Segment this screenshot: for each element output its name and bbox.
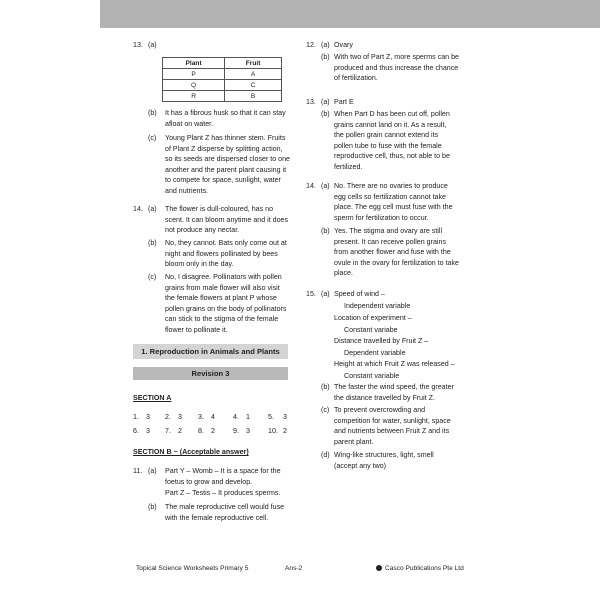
q15-number: 15. xyxy=(306,290,316,298)
q14r-b-label: (b) xyxy=(321,227,330,235)
mcq-answer: 4 xyxy=(211,413,215,421)
answer-line: No. There are no ovaries to produce xyxy=(334,182,448,190)
mcq-answer: 1 xyxy=(246,413,250,421)
answer-line: and nutrients between Fruit Z and its xyxy=(334,427,450,435)
answer-line: (accept any two) xyxy=(334,462,387,470)
table-row xyxy=(163,69,282,80)
answer-line: to compete for space, sunlight, water xyxy=(165,176,281,184)
answer-line: grains from male flower will also visit xyxy=(165,283,280,292)
answer-line: Independent variable xyxy=(344,301,411,310)
answer-line: ovule in the ovary for fertilization to take xyxy=(334,258,459,267)
answer-line: of fertilization. xyxy=(334,74,378,82)
table-cell: A xyxy=(225,69,282,80)
q13-a-label: (a) xyxy=(148,41,157,49)
answer-line: When Part D has been cut off, pollen xyxy=(334,110,450,118)
q14-c-label: (c) xyxy=(148,273,157,281)
answer-line: competition for water, sunlight, space xyxy=(334,416,451,425)
answer-line: Part Z – Testis – It produces sperms. xyxy=(165,489,281,497)
answer-line: of Plant Z disperse by splitting action, xyxy=(165,144,283,153)
q15-c-label: (c) xyxy=(321,406,330,414)
answer-line: Constant variable xyxy=(344,371,400,380)
q12-b-label: (b) xyxy=(321,53,330,61)
mcq-number: 8. xyxy=(198,427,204,435)
answer-line: fertilized. xyxy=(334,162,363,171)
answer-line: The flower is dull-coloured, has no xyxy=(165,205,274,213)
answer-line: reproductive cell, thus, not able to be xyxy=(334,152,450,160)
table-cell: P xyxy=(163,69,225,80)
mcq-answer: 3 xyxy=(283,413,287,421)
answer-line: Young Plant Z has thinner stem. Fruits xyxy=(165,134,286,142)
answer-line: No, they cannot. Bats only come out at xyxy=(165,239,287,247)
answer-line: Part Y – Womb – It is a space for the xyxy=(165,467,281,475)
footer-publisher xyxy=(376,565,464,572)
q14-number: 14. xyxy=(133,205,143,213)
q13r-a-label: (a) xyxy=(321,98,330,106)
footer-book-title: Topical Science Worksheets Primary 5 xyxy=(136,565,249,572)
table-row xyxy=(163,80,282,91)
mcq-answer: 2 xyxy=(178,427,182,435)
answer-line: bloom only in the day. xyxy=(165,260,234,268)
mcq-number: 9. xyxy=(233,427,239,435)
q15-d-label: (d) xyxy=(321,451,330,459)
revision-title: Revision 3 xyxy=(133,367,288,380)
mcq-number: 10. xyxy=(268,427,278,435)
answer-line: The male reproductive cell would fuse xyxy=(165,503,285,511)
answer-line: the female flowers at plant P whose xyxy=(165,294,277,302)
answer-line: night and flowers pollinated by bees xyxy=(165,249,278,258)
answer-line: grains cannot land on it. As a result, xyxy=(334,120,447,129)
answer-line: sperm for fertilization to occur. xyxy=(334,213,429,222)
answer-line: place. xyxy=(334,269,353,277)
q14r-number: 14. xyxy=(306,182,316,190)
answer-line: Dependent variable xyxy=(344,348,406,357)
answer-line: Height at which Fruit Z was released – xyxy=(334,360,455,368)
mcq-answer: 3 xyxy=(246,427,250,435)
mcq-number: 5. xyxy=(268,413,274,421)
footer-publisher-name: Casco Publications Pte Ltd xyxy=(385,565,464,572)
answer-line: Yes. The stigma and ovary are still xyxy=(334,227,443,235)
answer-line: Distance travelled by Fruit Z – xyxy=(334,337,429,345)
q14r-a-label: (a) xyxy=(321,182,330,190)
answer-line: from another flower and fuse with the xyxy=(334,248,451,256)
answer-line: flower to pollinate it. xyxy=(165,325,228,334)
q11-a-label: (a) xyxy=(148,467,157,475)
table-header: Fruit xyxy=(225,58,282,69)
answer-line: produced and thus increase the chance xyxy=(334,63,459,72)
mcq-number: 2. xyxy=(165,413,171,421)
table-cell: B xyxy=(225,91,282,102)
answer-line: the distance travelled by Fruit Z. xyxy=(334,393,435,402)
answer-line: foetus to grow and develop. xyxy=(165,477,253,486)
mcq-answer: 2 xyxy=(283,427,287,435)
mcq-number: 7. xyxy=(165,427,171,435)
q15-a-label: (a) xyxy=(321,290,330,298)
q13-c-label: (c) xyxy=(148,134,157,142)
table-cell: R xyxy=(163,91,225,102)
mcq-number: 6. xyxy=(133,427,139,435)
answer-line: with the female reproductive cell. xyxy=(165,513,269,522)
answer-line: and nutrients. xyxy=(165,186,208,195)
section-a-heading: SECTION A xyxy=(133,394,172,402)
footer-page-number: Ans-2 xyxy=(285,565,303,572)
q12-number: 12. xyxy=(306,41,316,49)
answer-line: another and the parent plant causing it xyxy=(165,165,287,174)
q12-a-label: (a) xyxy=(321,41,330,49)
mcq-number: 1. xyxy=(133,413,139,421)
q14-b-label: (b) xyxy=(148,239,157,247)
answer-line: pollen tube to fuse with the female xyxy=(334,141,442,150)
mcq-answer: 3 xyxy=(178,413,182,421)
q14-a-label: (a) xyxy=(148,205,157,213)
mcq-answer: 3 xyxy=(146,427,150,435)
q13r-b-label: (b) xyxy=(321,110,330,118)
q13-number: 13. xyxy=(133,41,143,49)
answer-line: Wing-like structures, light, smell xyxy=(334,451,434,459)
answer-line: Constant variabe xyxy=(344,325,398,334)
answer-line: place. The egg cell must fuse with the xyxy=(334,203,453,211)
q11-b-label: (b) xyxy=(148,503,157,511)
answer-line: not produce any nectar. xyxy=(165,226,240,234)
answer-line: To prevent overcrowding and xyxy=(334,406,426,414)
mcq-answer: 3 xyxy=(146,413,150,421)
mcq-answer: 2 xyxy=(211,427,215,435)
answer-line: Speed of wind – xyxy=(334,290,385,298)
answer-line: can stick to the stigma of the female xyxy=(165,315,279,323)
q13r-number: 13. xyxy=(306,98,316,106)
chapter-title: 1. Reproduction in Animals and Plants xyxy=(133,344,288,359)
answer-line: It has a fibrous husk so that it can stay xyxy=(165,109,286,117)
table-header-row xyxy=(163,58,282,69)
answer-line: Ovary xyxy=(334,41,353,49)
answer-line: afloat on water. xyxy=(165,119,214,128)
answer-line: parent plant. xyxy=(334,437,374,446)
table-row xyxy=(163,91,282,102)
q13-b-label: (b) xyxy=(148,109,157,117)
answer-line: egg cells so fertilization cannot take xyxy=(334,192,446,201)
answer-line: scent. It can bloom anytime and it does xyxy=(165,215,289,224)
answer-line: the pollen grain cannot extend its xyxy=(334,131,439,139)
answer-line: present. It can receive pollen grains xyxy=(334,237,446,246)
answer-line: No, I disagree. Pollinators with pollen xyxy=(165,273,282,281)
plant-fruit-table xyxy=(162,57,282,102)
answer-line: pollen grains on the body of pollinators xyxy=(165,304,287,313)
table-cell: C xyxy=(225,80,282,91)
publisher-logo-icon xyxy=(376,565,382,571)
answer-line: Location of experiment – xyxy=(334,314,412,322)
table-header: Plant xyxy=(163,58,225,69)
table-cell: Q xyxy=(163,80,225,91)
q11-number: 11. xyxy=(133,467,143,475)
mcq-number: 3. xyxy=(198,413,204,421)
answer-line: so its seeds are dispersed closer to one xyxy=(165,155,290,163)
answer-line: Part E xyxy=(334,98,354,106)
answer-line: The faster the wind speed, the greater xyxy=(334,383,454,391)
q15-b-label: (b) xyxy=(321,383,330,391)
section-b-heading: SECTION B ~ (Acceptable answer) xyxy=(133,448,249,456)
answer-line: With two of Part Z, more sperms can be xyxy=(334,53,459,61)
mcq-number: 4. xyxy=(233,413,239,421)
